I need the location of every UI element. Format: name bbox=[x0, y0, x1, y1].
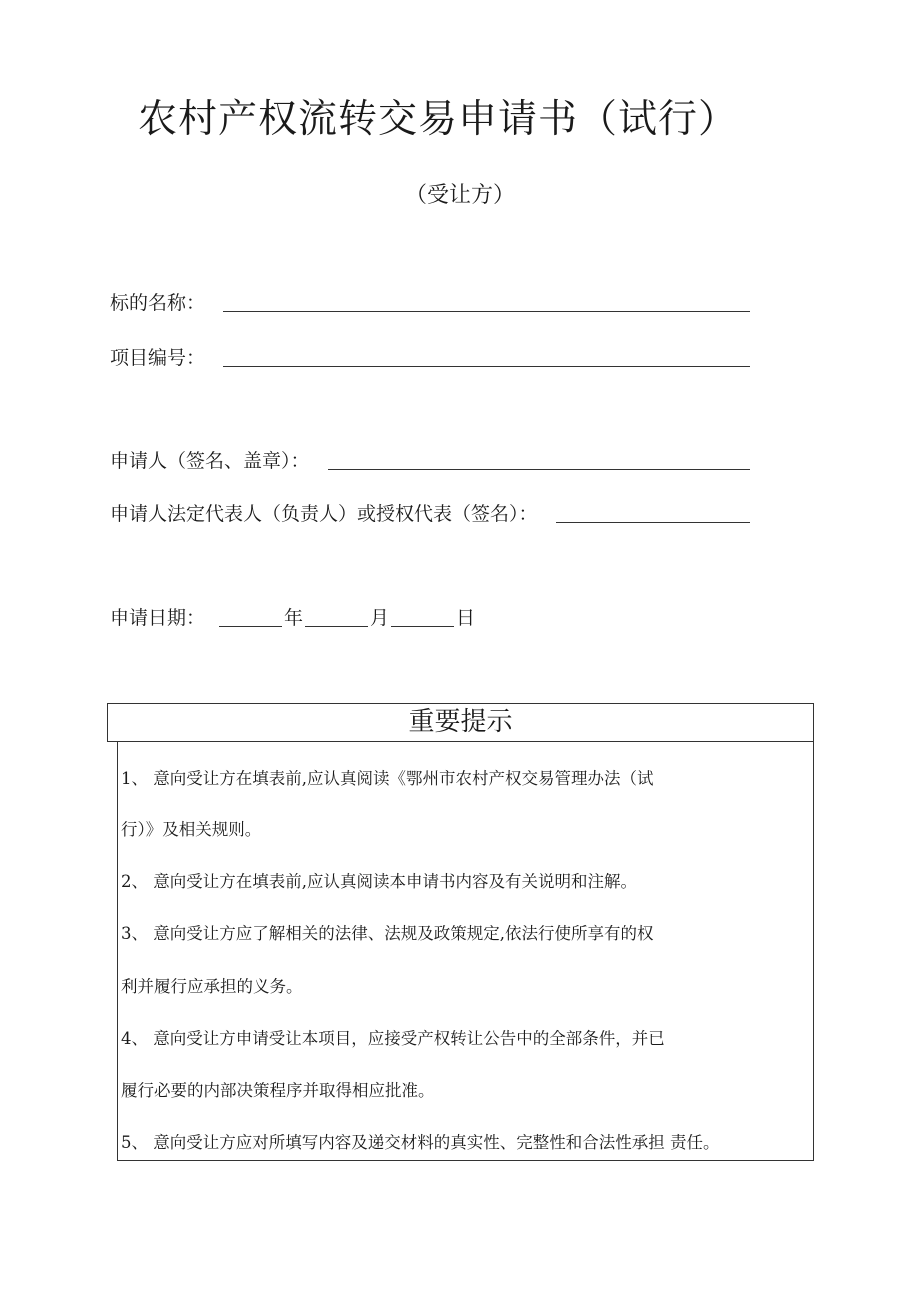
representative-signature-blank[interactable] bbox=[556, 502, 750, 523]
day-label: 日 bbox=[456, 607, 476, 629]
applicant-signature-field bbox=[110, 443, 750, 473]
notice-line: 利并履行应承担的义务。 bbox=[121, 977, 303, 996]
subject-name-blank[interactable] bbox=[223, 291, 750, 312]
notice-line: 3、 意向受让方应了解相关的法律、法规及政策规定,依法行使所享有的权 bbox=[121, 924, 654, 943]
document-title: 农村产权流转交易申请书（试行） bbox=[137, 97, 738, 142]
project-number-field bbox=[110, 340, 750, 370]
notice-line: 行）》及相关规则。 bbox=[121, 820, 262, 839]
applicant-signature-label: 申请人（签名、盖章）： bbox=[110, 450, 310, 472]
notice-line: 1、 意向受让方在填表前,应认真阅读《鄂州市农村产权交易管理办法（试 bbox=[121, 769, 654, 788]
month-label: 月 bbox=[370, 607, 390, 629]
subject-name-field bbox=[110, 285, 750, 315]
applicant-signature-blank[interactable] bbox=[328, 449, 750, 470]
month-blank[interactable] bbox=[305, 606, 368, 627]
year-label: 年 bbox=[284, 607, 304, 629]
notice-heading: 重要提示 bbox=[107, 703, 814, 742]
notice-line: 2、 意向受让方在填表前,应认真阅读本申请书内容及有关说明和注解。 bbox=[121, 872, 637, 891]
notice-line: 5、 意向受让方应对所填写内容及递交材料的真实性、完整性和合法性承担 责任。 bbox=[121, 1133, 720, 1152]
application-date-field bbox=[110, 600, 477, 630]
representative-signature-field bbox=[110, 496, 750, 526]
notice-line: 履行必要的内部决策程序并取得相应批准。 bbox=[121, 1081, 435, 1100]
subject-name-label: 标的名称： bbox=[110, 292, 206, 314]
project-number-blank[interactable] bbox=[223, 346, 750, 367]
application-date-label: 申请日期： bbox=[110, 607, 206, 629]
representative-signature-label: 申请人法定代表人（负责人）或授权代表（签名）： bbox=[110, 503, 538, 525]
day-blank[interactable] bbox=[391, 606, 454, 627]
notice-box bbox=[117, 742, 814, 1161]
year-blank[interactable] bbox=[219, 606, 282, 627]
document-subtitle: （受让方） bbox=[404, 183, 515, 208]
project-number-label: 项目编号： bbox=[110, 347, 206, 369]
notice-line: 4、 意向受让方申请受让本项目，应接受产权转让公告中的全部条件，并已 bbox=[121, 1029, 665, 1048]
